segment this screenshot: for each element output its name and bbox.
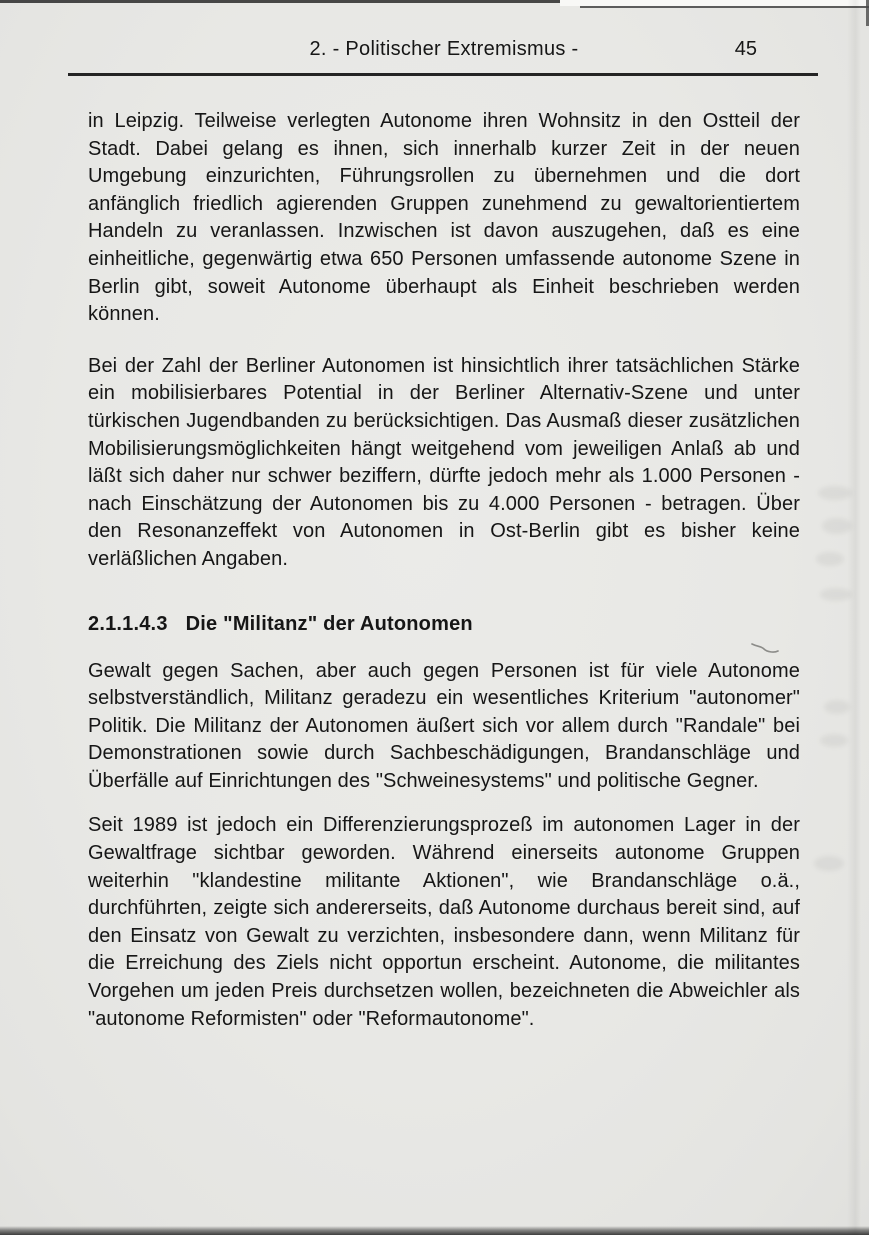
header-title: 2. - Politischer Extremismus - — [309, 38, 579, 60]
paragraph-berliner-autonome-potential: Bei der Zahl der Berliner Autonomen ist hinsichtlich ihrer tatsächlichen Stärke ein mobilisierbares Potential in der Berliner Alternativ-Szene und unter türkischen Jugendbanden zu berücksichtigen. Das Ausmaß dieser zusätzlichen Mobilisierungsmöglichkeiten hängt weitgehend vom jeweiligen Anlaß ab und läßt sich daher nur schwer beziffern, dürfte jedoch mehr als 1.000 Personen - nach Einschätzung der Autonomen bis zu 4.000 Personen - betragen. Über den Resonanzeffekt von Autonomen in Ost-Berlin gibt es bisher keine verläßlichen Angaben. — [88, 354, 800, 570]
section-number: 2.1.1.4.3 — [88, 612, 168, 635]
page-number: 45 — [734, 38, 757, 60]
bleed-through-smudge — [824, 700, 850, 714]
bleed-through-smudge — [818, 486, 852, 500]
paragraph-differenzierungsprozess: Seit 1989 ist jedoch ein Differenzierungsprozeß im autonomen Lager in der Gewaltfrage sichtbar geworden. Während einerseits autonome Gruppen weiterhin "klandestine militante Aktionen", wie Brandanschläge o.ä., durchführten, zeigte sich andererseits, daß Autonome durchaus bereit sind, auf den Einsatz von Gewalt zu verzichten, insbesondere dann, wenn Militanz für die Erreichung des Ziels nicht opportun erscheint. Autonome, die militantes Vorgehen um jeden Preis durchsetzen wollen, bezeichneten die Abweichler als "autonome Reformisten" oder "Reformautonome". — [88, 814, 800, 1030]
bleed-through-smudge — [814, 856, 844, 871]
bleed-through-smudge — [820, 588, 852, 601]
running-header — [88, 0, 800, 62]
paragraph-autonome-leipzig: in Leipzig. Teilweise verlegten Autonome ihren Wohnsitz in den Ostteil der Stadt. Dabei gelang es ihnen, sich innerhalb kurzer Zeit in der neuen Umgebung einzurichten, Führungsrollen zu übernehmen und die dort anfänglich friedlich agierenden Gruppen zunehmend zu gewaltorientiertem Handeln zu veranlassen. Inzwischen ist davon auszugehen, daß es eine einheitliche, gegenwärtig etwa 650 Personen umfassende autonome Szene in Berlin gibt, soweit Autonome überhaupt als Einheit beschrieben werden können. — [88, 110, 800, 326]
scan-right-crease — [847, 0, 861, 1235]
bleed-through-smudge — [820, 734, 848, 747]
section-heading — [88, 610, 800, 638]
bleed-through-smudge — [822, 518, 852, 534]
bleed-through-smudge — [816, 552, 844, 566]
paragraph-militanz-gewalt: Gewalt gegen Sachen, aber auch gegen Personen ist für viele Autonome selbstverständlich, Militanz geradezu ein wesentliches Kriterium "autonomer" Politik. Die Militanz der Autonomen äußert sich vor allem durch "Randale" bei Demonstrationen sowie durch Sachbeschädigungen, Brandanschläge und Überfälle auf Einrichtungen des "Schweinesystems" und politische Gegner. — [88, 659, 800, 792]
section-title: Die "Militanz" der Autonomen — [185, 612, 473, 635]
scan-edge-bottom-shadow — [0, 1226, 869, 1235]
page-content — [88, 0, 800, 1033]
